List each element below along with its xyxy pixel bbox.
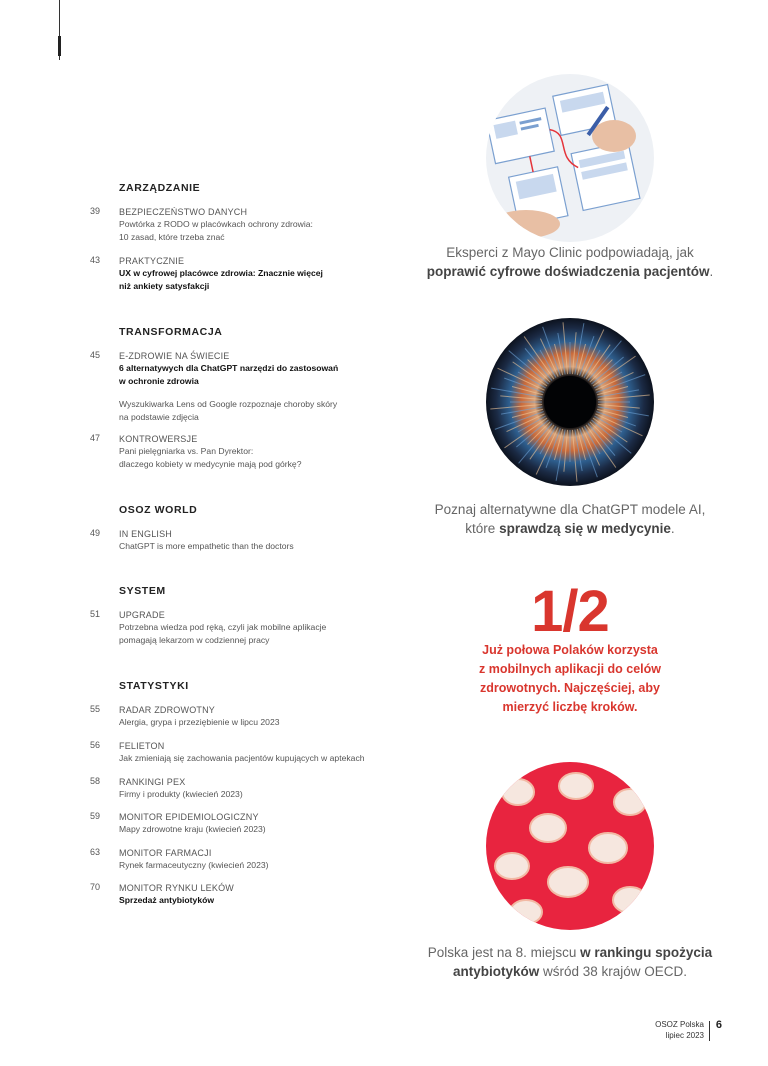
page-number: 6 xyxy=(715,1019,722,1031)
page-ref: 45 xyxy=(90,350,101,360)
caption-ai xyxy=(420,500,720,538)
toc-title-line: Powtórka z RODO w placówkach ochrony zdrowia: xyxy=(119,219,313,229)
section-heading: TRANSFORMACJA xyxy=(119,326,223,338)
toc-category: PRAKTYCZNIE xyxy=(119,256,185,266)
toc-category: MONITOR FARMACJI xyxy=(119,848,212,858)
caption-ai-post: . xyxy=(670,521,675,536)
toc-category: E-ZDROWIE NA ŚWIECIE xyxy=(119,351,230,361)
toc-title-line: Jak zmieniają się zachowania pacjentów kupujących w aptekach xyxy=(119,753,365,763)
toc-entry-body xyxy=(119,255,399,292)
section-heading: OSOZ WORLD xyxy=(119,504,198,516)
toc-entry-body xyxy=(119,740,399,765)
toc-title-line: Mapy zdrowotne kraju (kwiecień 2023) xyxy=(119,824,266,834)
toc-title-line: pomagają lekarzom w codziennej pracy xyxy=(119,634,270,645)
toc-category: MONITOR EPIDEMIOLOGICZNY xyxy=(119,812,259,822)
section-heading: ZARZĄDZANIE xyxy=(119,182,201,194)
toc-entry-body xyxy=(119,704,399,729)
toc-title-line: Rynek farmaceutyczny (kwiecień 2023) xyxy=(119,860,269,870)
page-ref: 51 xyxy=(90,609,101,619)
toc-entry-body xyxy=(119,847,399,872)
caption-antibiotics-text: Polska jest na 8. miejscu xyxy=(427,945,577,960)
toc-category: FELIETON xyxy=(119,741,165,751)
stat-line: z mobilnych aplikacji do celów xyxy=(479,662,661,676)
publication-date: lipiec 2023 xyxy=(665,1031,704,1040)
toc-category: IN ENGLISH xyxy=(119,529,173,539)
toc-entry-body xyxy=(119,350,399,387)
toc-category: RADAR ZDROWOTNY xyxy=(119,705,215,715)
toc-title-line: ChatGPT is more empathetic than the doctors xyxy=(119,541,294,551)
caption-antibiotics-bold: w rankingu spożycia xyxy=(580,945,713,960)
caption-ux-text: Eksperci z Mayo Clinic podpowiadają, jak xyxy=(446,245,694,260)
footer-divider xyxy=(709,1021,710,1041)
caption-ux-bold: poprawić cyfrowe doświadczenia pacjentów xyxy=(426,264,710,279)
ux-sketch-image xyxy=(486,74,654,242)
toc-title-line: 6 alternatywych dla ChatGPT narzędzi do zastosowań xyxy=(119,363,339,373)
toc-category: BEZPIECZEŃSTWO DANYCH xyxy=(119,207,248,217)
toc-title-line: w ochronie zdrowia xyxy=(119,375,199,386)
ai-eye-image xyxy=(486,318,654,486)
toc-entry-body xyxy=(119,811,399,836)
caption-antibiotics xyxy=(420,943,720,981)
toc-entry-body xyxy=(119,609,399,646)
toc-title-line: Firmy i produkty (kwiecień 2023) xyxy=(119,789,243,799)
toc-title-line: 10 zasad, które trzeba znać xyxy=(119,231,225,242)
page-ref: 58 xyxy=(90,776,101,786)
toc-title-line: na podstawie zdjęcia xyxy=(119,411,199,422)
stat-text xyxy=(460,641,680,717)
stat-line: mierzyć liczbę kroków. xyxy=(502,700,638,714)
page-ref: 39 xyxy=(90,206,101,216)
toc-title-line: Pani pielęgniarka vs. Pan Dyrektor: xyxy=(119,446,254,456)
section-heading: SYSTEM xyxy=(119,585,166,597)
toc-title-line: Potrzebna wiedza pod ręką, czyli jak mobilne aplikacje xyxy=(119,622,327,632)
caption-ux-post: . xyxy=(709,264,714,279)
toc-entry-body xyxy=(119,206,399,243)
toc-entry-body xyxy=(119,882,399,907)
toc-entry-body xyxy=(119,528,399,553)
caption-ai-text: Poznaj alternatywne dla ChatGPT modele AI, xyxy=(434,502,706,517)
toc-entry-body xyxy=(119,433,399,470)
page-ref: 56 xyxy=(90,740,101,750)
toc-title-line: Wyszukiwarka Lens od Google rozpoznaje choroby skóry xyxy=(119,399,338,409)
page-ref: 43 xyxy=(90,255,101,265)
caption-antibiotics-post: wśród 38 krajów OECD. xyxy=(542,964,688,979)
margin-rule xyxy=(59,0,60,60)
toc-title-line: Sprzedaż antybiotyków xyxy=(119,895,215,905)
toc-entry-body xyxy=(119,398,399,423)
publication-name: OSOZ Polska xyxy=(655,1020,704,1029)
toc-entry-body xyxy=(119,776,399,801)
page-ref: 59 xyxy=(90,811,101,821)
toc-category: MONITOR RYNKU LEKÓW xyxy=(119,883,234,893)
page-ref: 63 xyxy=(90,847,101,857)
stat-line: Już połowa Polaków korzysta xyxy=(482,643,658,657)
toc-title-line: UX w cyfrowej placówce zdrowia: Znacznie więcej xyxy=(119,268,323,278)
stat-fraction: 1/2 xyxy=(531,579,609,644)
caption-ai-text2: które xyxy=(465,521,496,536)
stat-line: zdrowotnych. Najczęściej, aby xyxy=(480,681,660,695)
toc-title-line: dlaczego kobiety w medycynie mają pod górkę? xyxy=(119,458,302,469)
publication-info xyxy=(655,1019,704,1041)
caption-ux xyxy=(420,243,720,281)
toc-category: UPGRADE xyxy=(119,610,165,620)
section-heading: STATYSTYKI xyxy=(119,680,189,692)
toc-title-line: niż ankiety satysfakcji xyxy=(119,280,210,291)
caption-ai-bold: sprawdzą się w medycynie xyxy=(499,521,671,536)
page-ref: 47 xyxy=(90,433,101,443)
toc-category: KONTROWERSJE xyxy=(119,434,198,444)
pills-image xyxy=(486,762,654,930)
page-ref: 55 xyxy=(90,704,101,714)
toc-title-line: Alergia, grypa i przeziębienie w lipcu 2023 xyxy=(119,717,280,727)
page-ref: 49 xyxy=(90,528,101,538)
toc-category: RANKINGI PEX xyxy=(119,777,186,787)
caption-antibiotics-bold2: antybiotyków xyxy=(452,964,540,979)
page-ref: 70 xyxy=(90,882,101,892)
